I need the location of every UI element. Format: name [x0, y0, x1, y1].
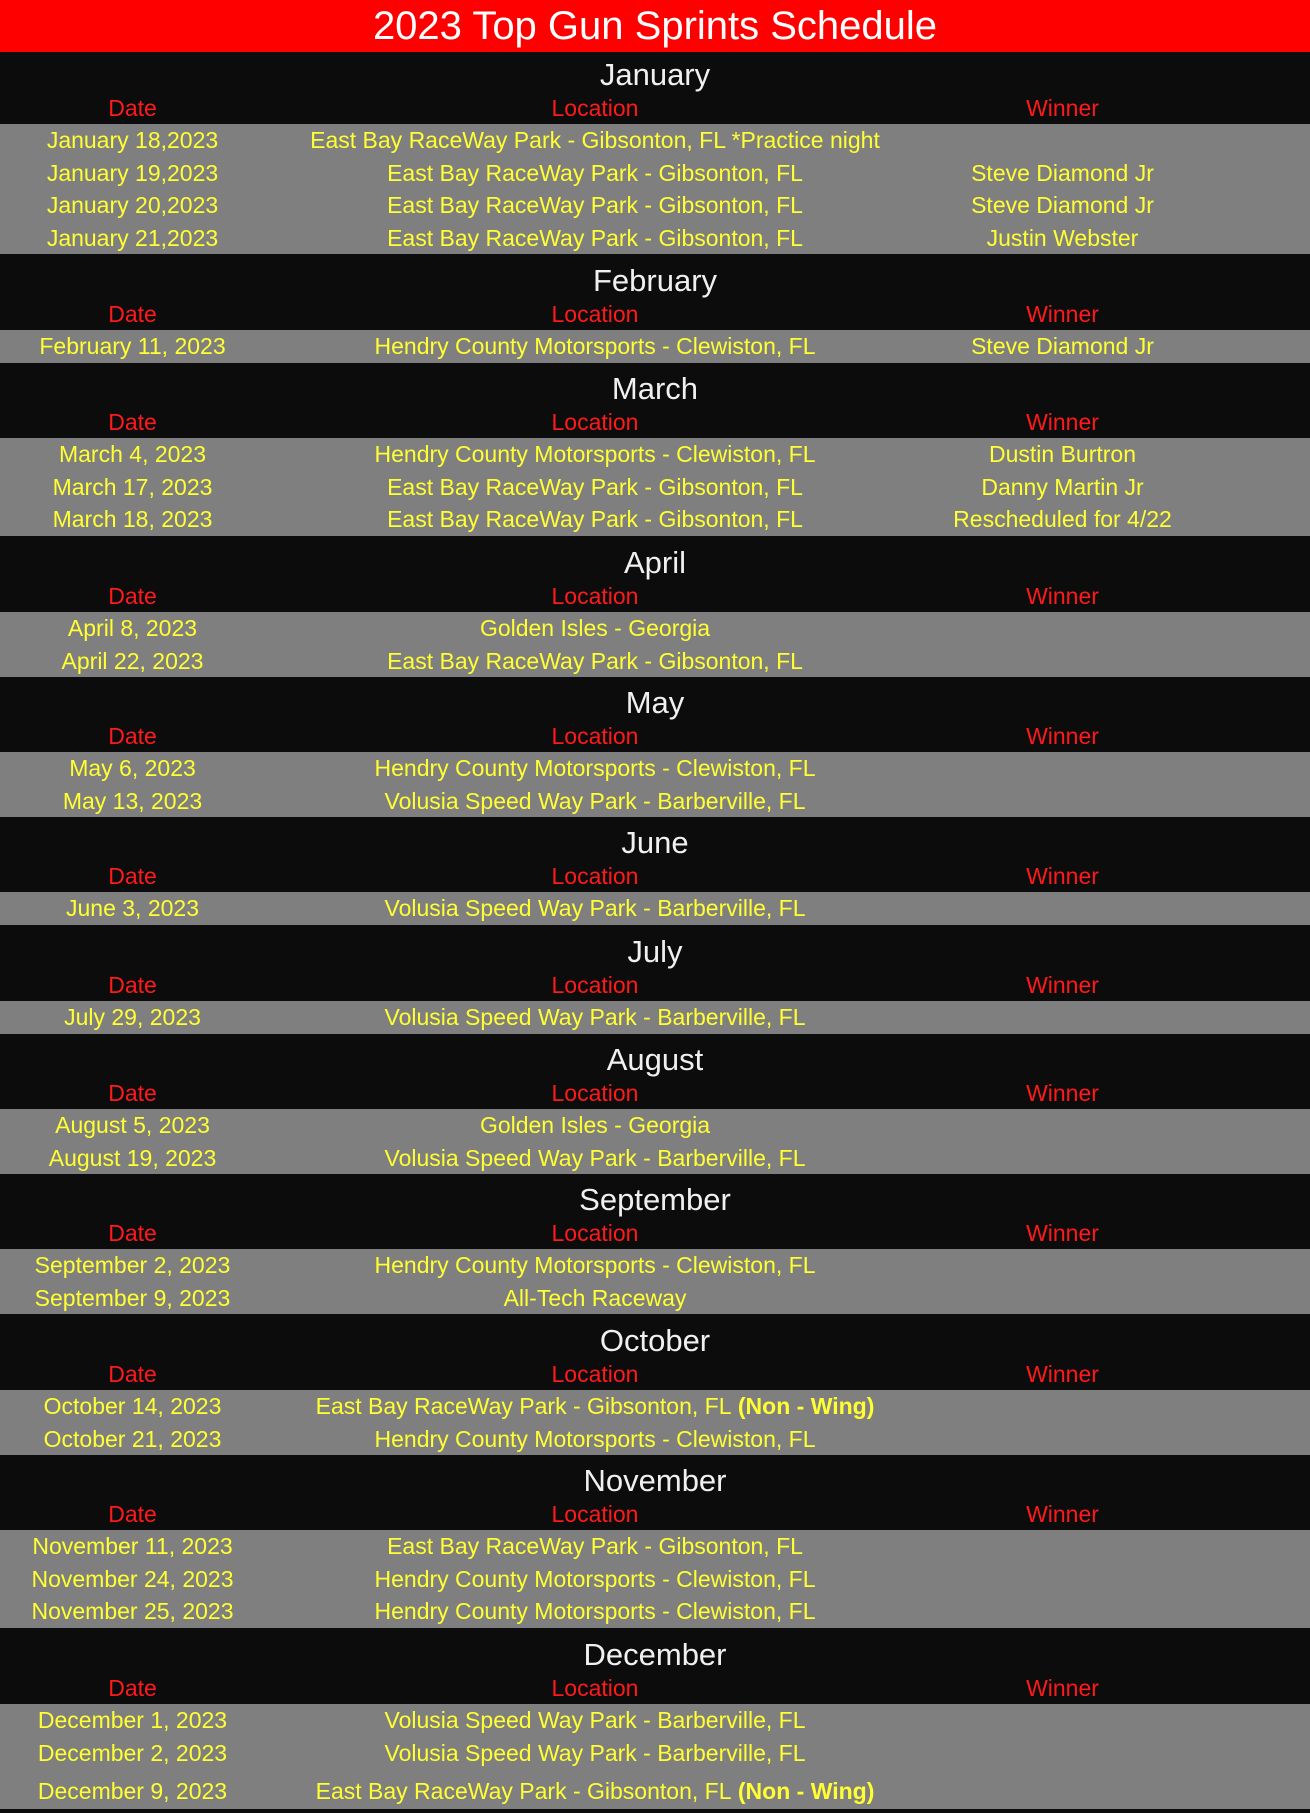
race-location: Hendry County Motorsports - Clewiston, FL — [374, 1598, 816, 1624]
race-location: Hendry County Motorsports - Clewiston, FL — [374, 1565, 816, 1592]
month-name: January — [599, 57, 711, 92]
column-headers — [0, 720, 1310, 752]
month-name: October — [599, 1323, 711, 1358]
column-header-date: Date — [108, 583, 157, 609]
race-date: July 29, 2023 — [64, 1004, 201, 1030]
race-date: November 24, 2023 — [31, 1565, 234, 1592]
race-location: Hendry County Motorsports - Clewiston, FL — [374, 333, 816, 359]
column-headers — [0, 92, 1310, 124]
race-location: Volusia Speed Way Park - Barberville, FL — [384, 1004, 806, 1030]
schedule-row — [0, 438, 1310, 471]
month-header — [0, 258, 1310, 330]
column-header-location: Location — [551, 95, 639, 121]
column-header-location: Location — [551, 1675, 639, 1701]
column-header-location: Location — [551, 1501, 639, 1527]
month-name: May — [625, 685, 685, 720]
race-winner: Danny Martin Jr — [981, 473, 1144, 500]
schedule-row — [0, 1249, 1310, 1282]
race-date: April 22, 2023 — [61, 647, 204, 674]
column-header-location: Location — [551, 863, 639, 889]
race-winner: Justin Webster — [986, 224, 1139, 251]
column-headers — [0, 1077, 1310, 1109]
column-header-location: Location — [551, 1361, 639, 1387]
column-header-date: Date — [108, 1361, 157, 1387]
race-location: Volusia Speed Way Park - Barberville, FL — [384, 1707, 806, 1733]
race-location: East Bay RaceWay Park - Gibsonton, FL — [387, 159, 803, 186]
column-header-location: Location — [551, 583, 639, 609]
column-header-location: Location — [551, 972, 639, 998]
column-headers — [0, 1358, 1310, 1390]
race-location: East Bay RaceWay Park - Gibsonton, FL — [387, 192, 803, 218]
column-headers — [0, 1672, 1310, 1704]
schedule-row — [0, 892, 1310, 925]
race-location: East Bay RaceWay Park - Gibsonton, FL — [387, 506, 803, 532]
race-winner: Steve Diamond Jr — [971, 192, 1154, 218]
month-name: August — [606, 1042, 704, 1077]
schedule-row — [0, 124, 1310, 157]
race-date: December 2, 2023 — [37, 1739, 228, 1766]
race-location: Volusia Speed Way Park - Barberville, FL — [384, 1739, 806, 1766]
race-winner: Steve Diamond Jr — [971, 159, 1154, 186]
race-location: East Bay RaceWay Park - Gibsonton, FL — [387, 224, 803, 251]
column-header-location: Location — [551, 1080, 639, 1106]
month-header — [0, 540, 1310, 612]
race-date: January 18,2023 — [46, 127, 219, 153]
race-winner: Rescheduled for 4/22 — [953, 506, 1172, 532]
month-header — [0, 820, 1310, 892]
column-header-date: Date — [108, 301, 157, 327]
race-date: January 19,2023 — [46, 159, 219, 186]
schedule-row — [0, 752, 1310, 785]
schedule-row — [0, 1109, 1310, 1142]
race-location: Golden Isles - Georgia — [479, 615, 711, 641]
column-header-winner: Winner — [1026, 1501, 1099, 1527]
race-location: All-Tech Raceway — [503, 1284, 687, 1311]
schedule-row — [0, 612, 1310, 645]
month-header — [0, 1458, 1310, 1530]
race-date: September 9, 2023 — [34, 1284, 231, 1311]
month-header — [0, 1177, 1310, 1249]
race-date: September 2, 2023 — [34, 1252, 231, 1278]
race-date: February 11, 2023 — [39, 333, 226, 359]
schedule-row — [0, 1423, 1310, 1456]
column-header-location: Location — [551, 1220, 639, 1246]
month-section-october — [0, 1318, 1310, 1455]
column-header-date: Date — [108, 723, 157, 749]
race-winner: Steve Diamond Jr — [971, 333, 1154, 359]
race-location: Hendry County Motorsports - Clewiston, FL — [374, 1425, 816, 1452]
race-date: October 21, 2023 — [43, 1425, 222, 1452]
race-location: East Bay RaceWay Park - Gibsonton, FL — [387, 647, 803, 674]
race-date: November 25, 2023 — [31, 1598, 234, 1624]
column-header-winner: Winner — [1026, 1220, 1099, 1246]
column-header-winner: Winner — [1026, 723, 1099, 749]
race-note: (Non - Wing) — [731, 1393, 875, 1419]
month-header — [0, 680, 1310, 752]
schedule-row — [0, 1530, 1310, 1563]
race-location: Hendry County Motorsports - Clewiston, FL — [374, 441, 816, 467]
schedule-row — [0, 1390, 1310, 1423]
schedule-row — [0, 1563, 1310, 1596]
race-date: January 21,2023 — [46, 224, 219, 251]
month-name: July — [627, 934, 683, 969]
column-header-winner: Winner — [1026, 95, 1099, 121]
column-header-date: Date — [108, 95, 157, 121]
schedule-row — [0, 503, 1310, 536]
race-location: Hendry County Motorsports - Clewiston, FL — [374, 755, 816, 781]
month-section-july — [0, 929, 1310, 1034]
race-date: May 6, 2023 — [69, 755, 196, 781]
race-date: December 1, 2023 — [37, 1707, 228, 1733]
column-headers — [0, 406, 1310, 438]
column-header-winner: Winner — [1026, 863, 1099, 889]
month-section-november — [0, 1458, 1310, 1628]
race-date: May 13, 2023 — [62, 787, 203, 814]
race-date: December 9, 2023 — [37, 1778, 228, 1804]
month-header — [0, 52, 1310, 124]
race-location: East Bay RaceWay Park - Gibsonton, FL (Non - Wing) — [315, 1778, 875, 1804]
race-date: March 4, 2023 — [58, 441, 207, 467]
schedule-row — [0, 1769, 1310, 1809]
race-date: August 5, 2023 — [55, 1112, 210, 1138]
schedule-row — [0, 189, 1310, 222]
month-section-february — [0, 258, 1310, 363]
month-name: June — [621, 825, 689, 860]
race-location: Volusia Speed Way Park - Barberville, FL — [384, 1144, 806, 1171]
schedule-row — [0, 1142, 1310, 1175]
race-date: June 3, 2023 — [65, 895, 199, 921]
race-location: Volusia Speed Way Park - Barberville, FL — [384, 895, 806, 921]
column-header-date: Date — [108, 1501, 157, 1527]
column-headers — [0, 298, 1310, 330]
column-headers — [0, 1498, 1310, 1530]
schedule-row — [0, 645, 1310, 678]
schedule-row — [0, 1704, 1310, 1737]
race-date: November 11, 2023 — [32, 1533, 233, 1559]
race-location: East Bay RaceWay Park - Gibsonton, FL — [387, 473, 803, 500]
race-date: March 17, 2023 — [52, 473, 213, 500]
month-name: November — [583, 1463, 727, 1498]
race-note: (Non - Wing) — [731, 1778, 875, 1804]
schedule-row — [0, 1001, 1310, 1034]
month-header — [0, 1632, 1310, 1704]
month-header — [0, 1037, 1310, 1109]
column-header-date: Date — [108, 863, 157, 889]
page-title: 2023 Top Gun Sprints Schedule — [0, 0, 1310, 52]
month-name: September — [579, 1182, 731, 1217]
race-location: Volusia Speed Way Park - Barberville, FL — [384, 787, 806, 814]
column-headers — [0, 1217, 1310, 1249]
column-headers — [0, 860, 1310, 892]
schedule-row — [0, 330, 1310, 363]
month-section-august — [0, 1037, 1310, 1174]
month-section-may — [0, 680, 1310, 817]
race-date: August 19, 2023 — [48, 1144, 217, 1171]
column-header-location: Location — [551, 409, 639, 435]
schedule-row — [0, 1282, 1310, 1315]
month-section-december — [0, 1632, 1310, 1809]
column-header-location: Location — [551, 301, 639, 327]
schedule-row — [0, 785, 1310, 818]
month-header — [0, 366, 1310, 438]
column-header-location: Location — [551, 723, 639, 749]
race-location: Hendry County Motorsports - Clewiston, FL — [374, 1252, 816, 1278]
column-header-date: Date — [108, 972, 157, 998]
race-date: January 20,2023 — [46, 192, 219, 218]
column-header-winner: Winner — [1026, 1675, 1099, 1701]
race-date: April 8, 2023 — [67, 615, 198, 641]
schedule-row — [0, 1595, 1310, 1628]
schedule-row — [0, 471, 1310, 504]
race-date: March 18, 2023 — [52, 506, 213, 532]
race-location: East Bay RaceWay Park - Gibsonton, FL — [387, 1533, 803, 1559]
column-header-date: Date — [108, 1220, 157, 1246]
race-location: Golden Isles - Georgia — [479, 1112, 711, 1138]
race-date: October 14, 2023 — [43, 1393, 222, 1419]
column-header-date: Date — [108, 409, 157, 435]
month-section-january — [0, 52, 1310, 254]
column-header-winner: Winner — [1026, 972, 1099, 998]
race-location: East Bay RaceWay Park - Gibsonton, FL (Non - Wing) — [315, 1393, 875, 1419]
month-section-june — [0, 820, 1310, 925]
schedule-row — [0, 222, 1310, 255]
schedule-row — [0, 1737, 1310, 1770]
month-section-september — [0, 1177, 1310, 1314]
race-location: East Bay RaceWay Park - Gibsonton, FL *Practice night — [310, 127, 880, 153]
column-header-date: Date — [108, 1675, 157, 1701]
schedule-row — [0, 157, 1310, 190]
month-name: February — [592, 263, 718, 298]
column-header-date: Date — [108, 1080, 157, 1106]
column-header-winner: Winner — [1026, 409, 1099, 435]
month-header — [0, 929, 1310, 1001]
column-header-winner: Winner — [1026, 301, 1099, 327]
column-header-winner: Winner — [1026, 1361, 1099, 1387]
month-name: April — [623, 545, 686, 580]
month-header — [0, 1318, 1310, 1390]
race-winner: Dustin Burtron — [988, 441, 1136, 467]
month-section-march — [0, 366, 1310, 536]
month-name: December — [583, 1637, 727, 1672]
column-headers — [0, 580, 1310, 612]
column-headers — [0, 969, 1310, 1001]
month-name: March — [611, 371, 699, 406]
column-header-winner: Winner — [1026, 583, 1099, 609]
month-section-april — [0, 540, 1310, 677]
column-header-winner: Winner — [1026, 1080, 1099, 1106]
